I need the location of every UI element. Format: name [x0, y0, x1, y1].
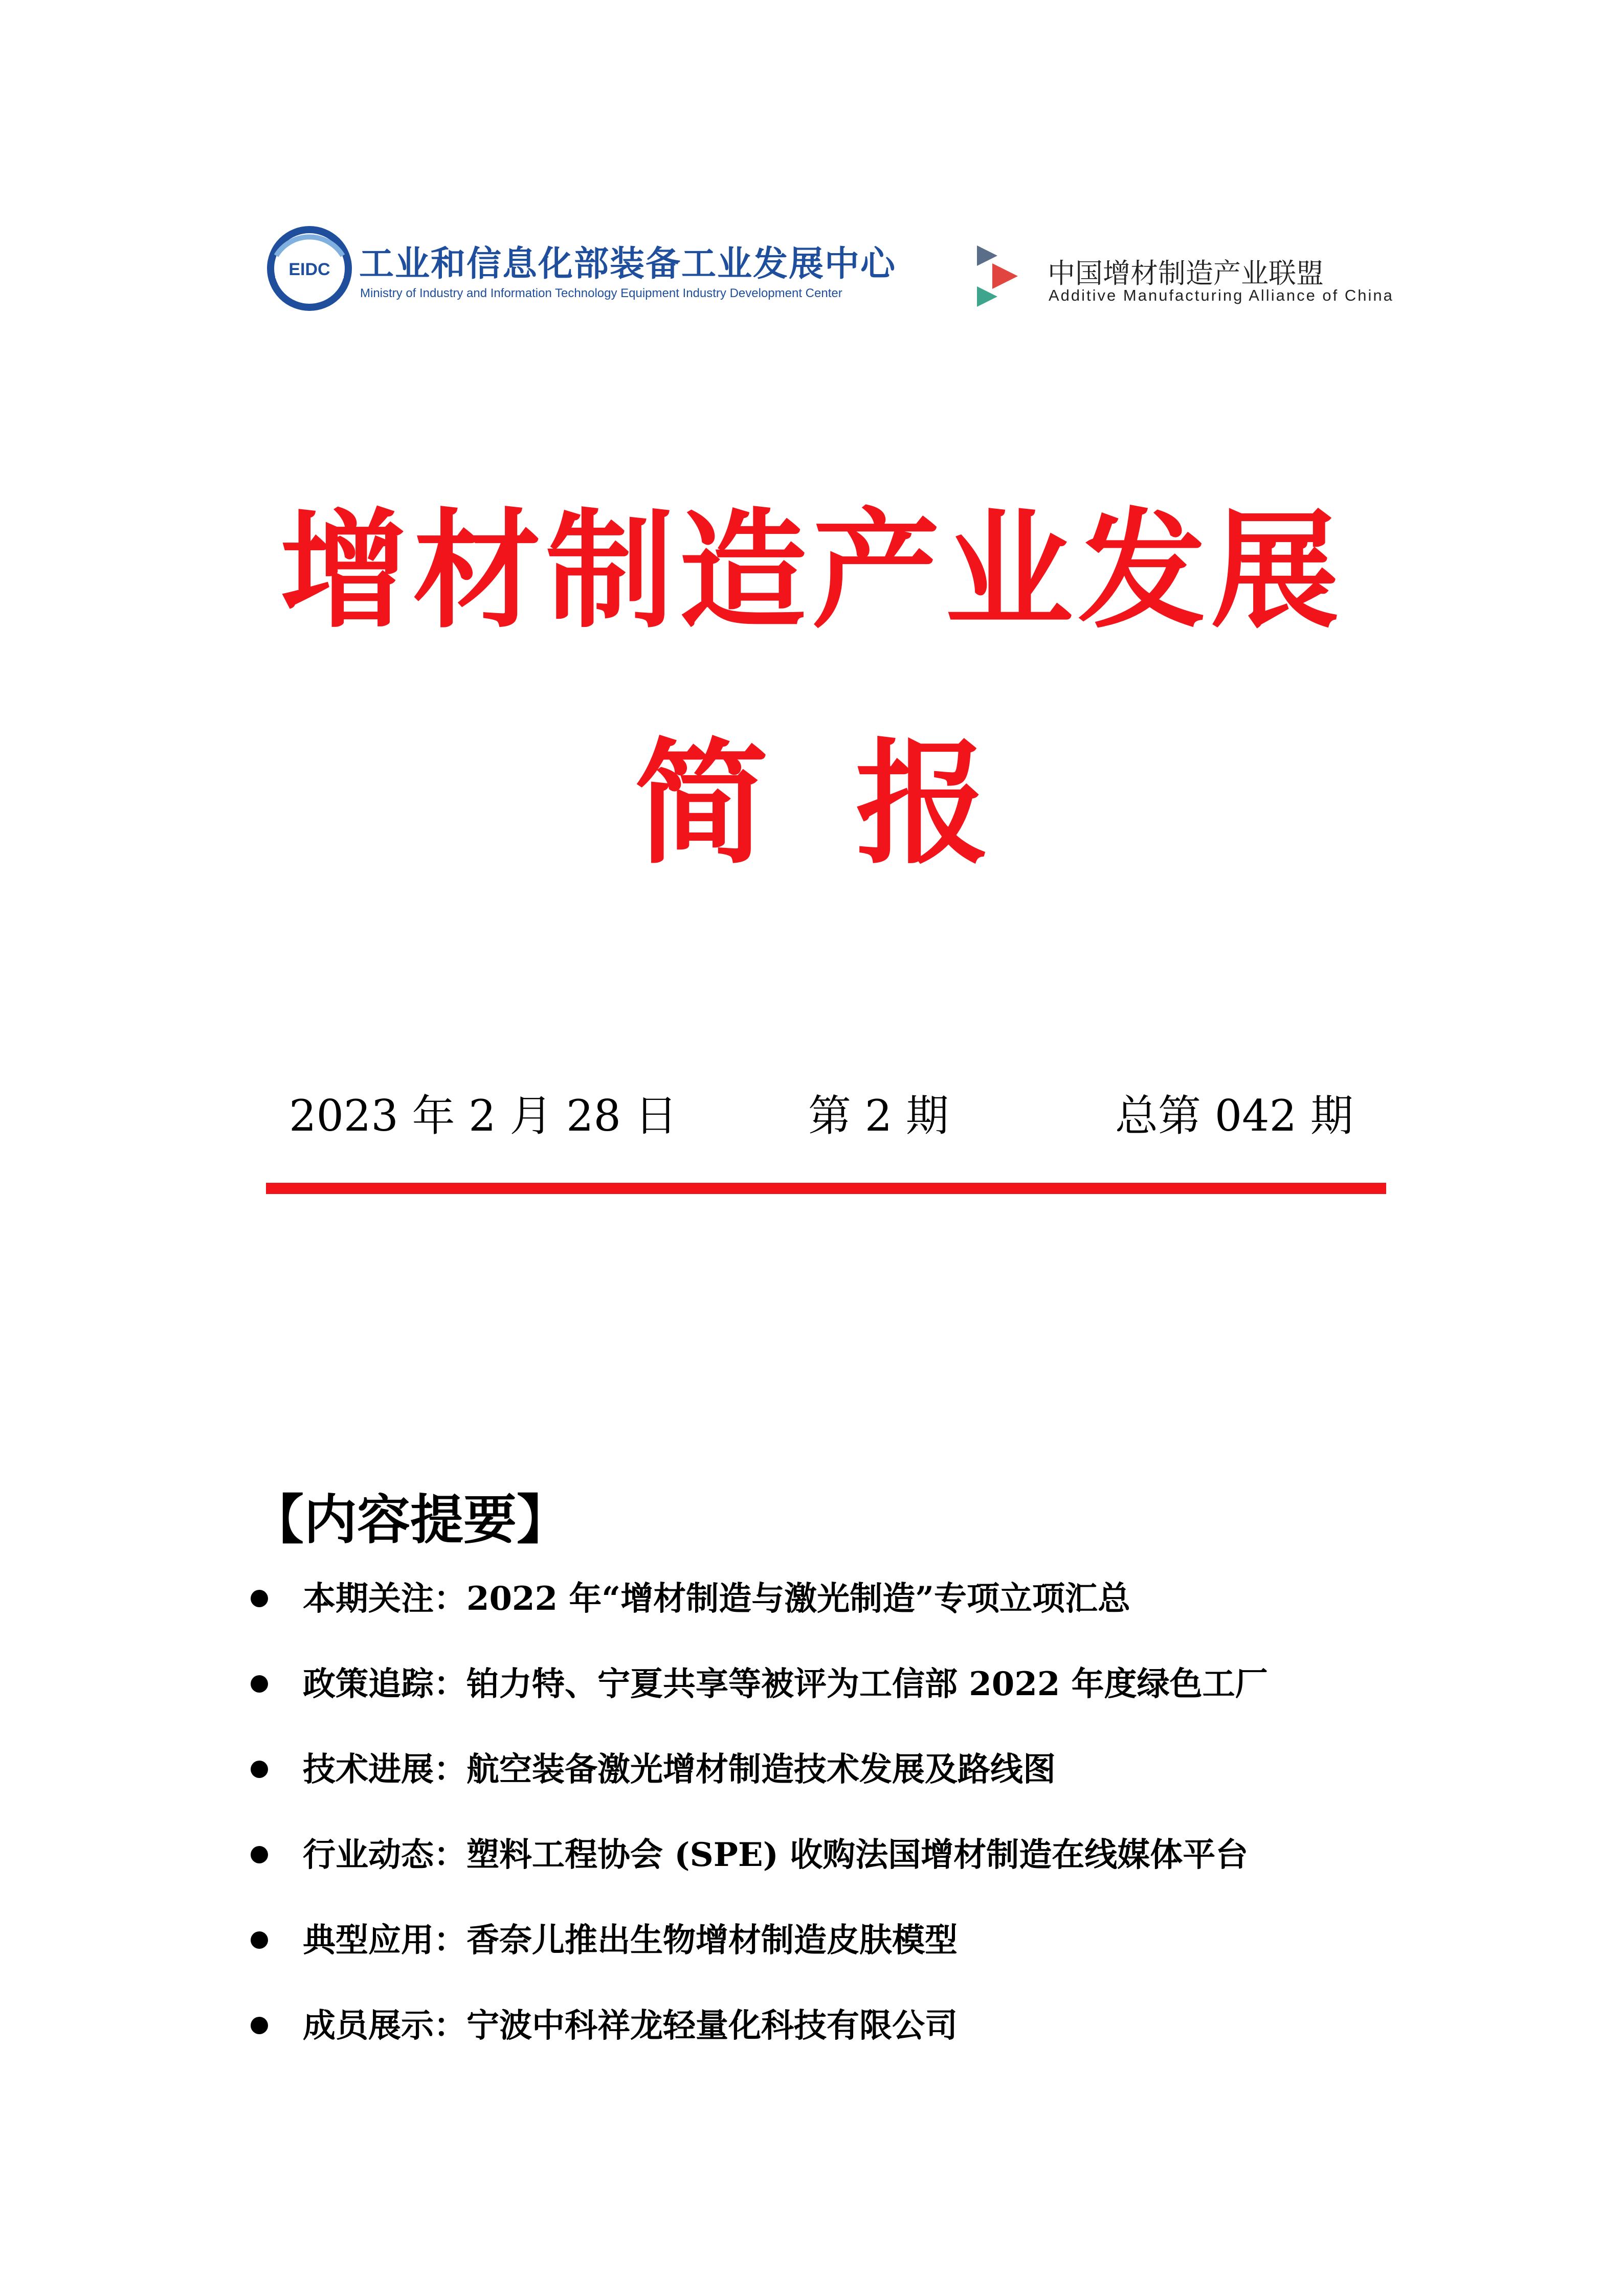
bullet-icon — [251, 1675, 268, 1693]
bullet-icon — [251, 1761, 268, 1778]
alliance-name-en: Additive Manufacturing Alliance of China — [1049, 286, 1394, 304]
alliance-emblem-icon — [972, 240, 1033, 312]
eidc-name-en: Ministry of Industry and Information Technology Equipment Industry Development Center — [360, 286, 842, 300]
bullet-icon — [251, 1931, 268, 1949]
subtitle-char-1: 简 — [634, 725, 769, 882]
bullet-icon — [251, 1590, 268, 1607]
eidc-emblem-icon — [266, 225, 353, 312]
report-title: 增材制造产业发展 — [280, 495, 1344, 645]
summary-item-text: 行业动态：塑料工程协会 (SPE) 收购法国增材制造在线媒体平台 — [303, 1836, 1249, 1874]
summary-item-text: 成员展示：宁波中科祥龙轻量化科技有限公司 — [303, 2007, 958, 2045]
eidc-logo — [266, 225, 897, 322]
report-subtitle — [0, 725, 1624, 882]
issue-total-number: 总第 042 期 — [1115, 1091, 1353, 1141]
summary-item-text: 本期关注：2022 年“增材制造与激光制造”专项立项汇总 — [303, 1580, 1131, 1618]
issue-date: 2023 年 2 月 28 日 — [289, 1091, 678, 1141]
summary-item-text: 政策追踪：铂力特、宁夏共享等被评为工信部 2022 年度绿色工厂 — [303, 1665, 1268, 1703]
red-divider — [266, 1183, 1386, 1194]
summary-item-text: 典型应用：香奈儿推出生物增材制造皮肤模型 — [303, 1921, 958, 1960]
summary-item-text: 技术进展：航空装备激光增材制造技术发展及路线图 — [303, 1750, 1056, 1789]
summary-heading: 【内容提要】 — [251, 1489, 570, 1551]
alliance-name-cn: 中国增材制造产业联盟 — [1048, 257, 1324, 289]
bullet-icon — [251, 1846, 268, 1863]
bullet-icon — [251, 2017, 268, 2034]
eidc-mark-text: EIDC — [288, 260, 330, 279]
issue-number: 第 2 期 — [808, 1091, 949, 1141]
subtitle-char-2: 报 — [855, 725, 990, 882]
alliance-logo — [972, 240, 1394, 317]
eidc-name-cn: 工业和信息化部装备工业发展中心 — [359, 244, 897, 284]
